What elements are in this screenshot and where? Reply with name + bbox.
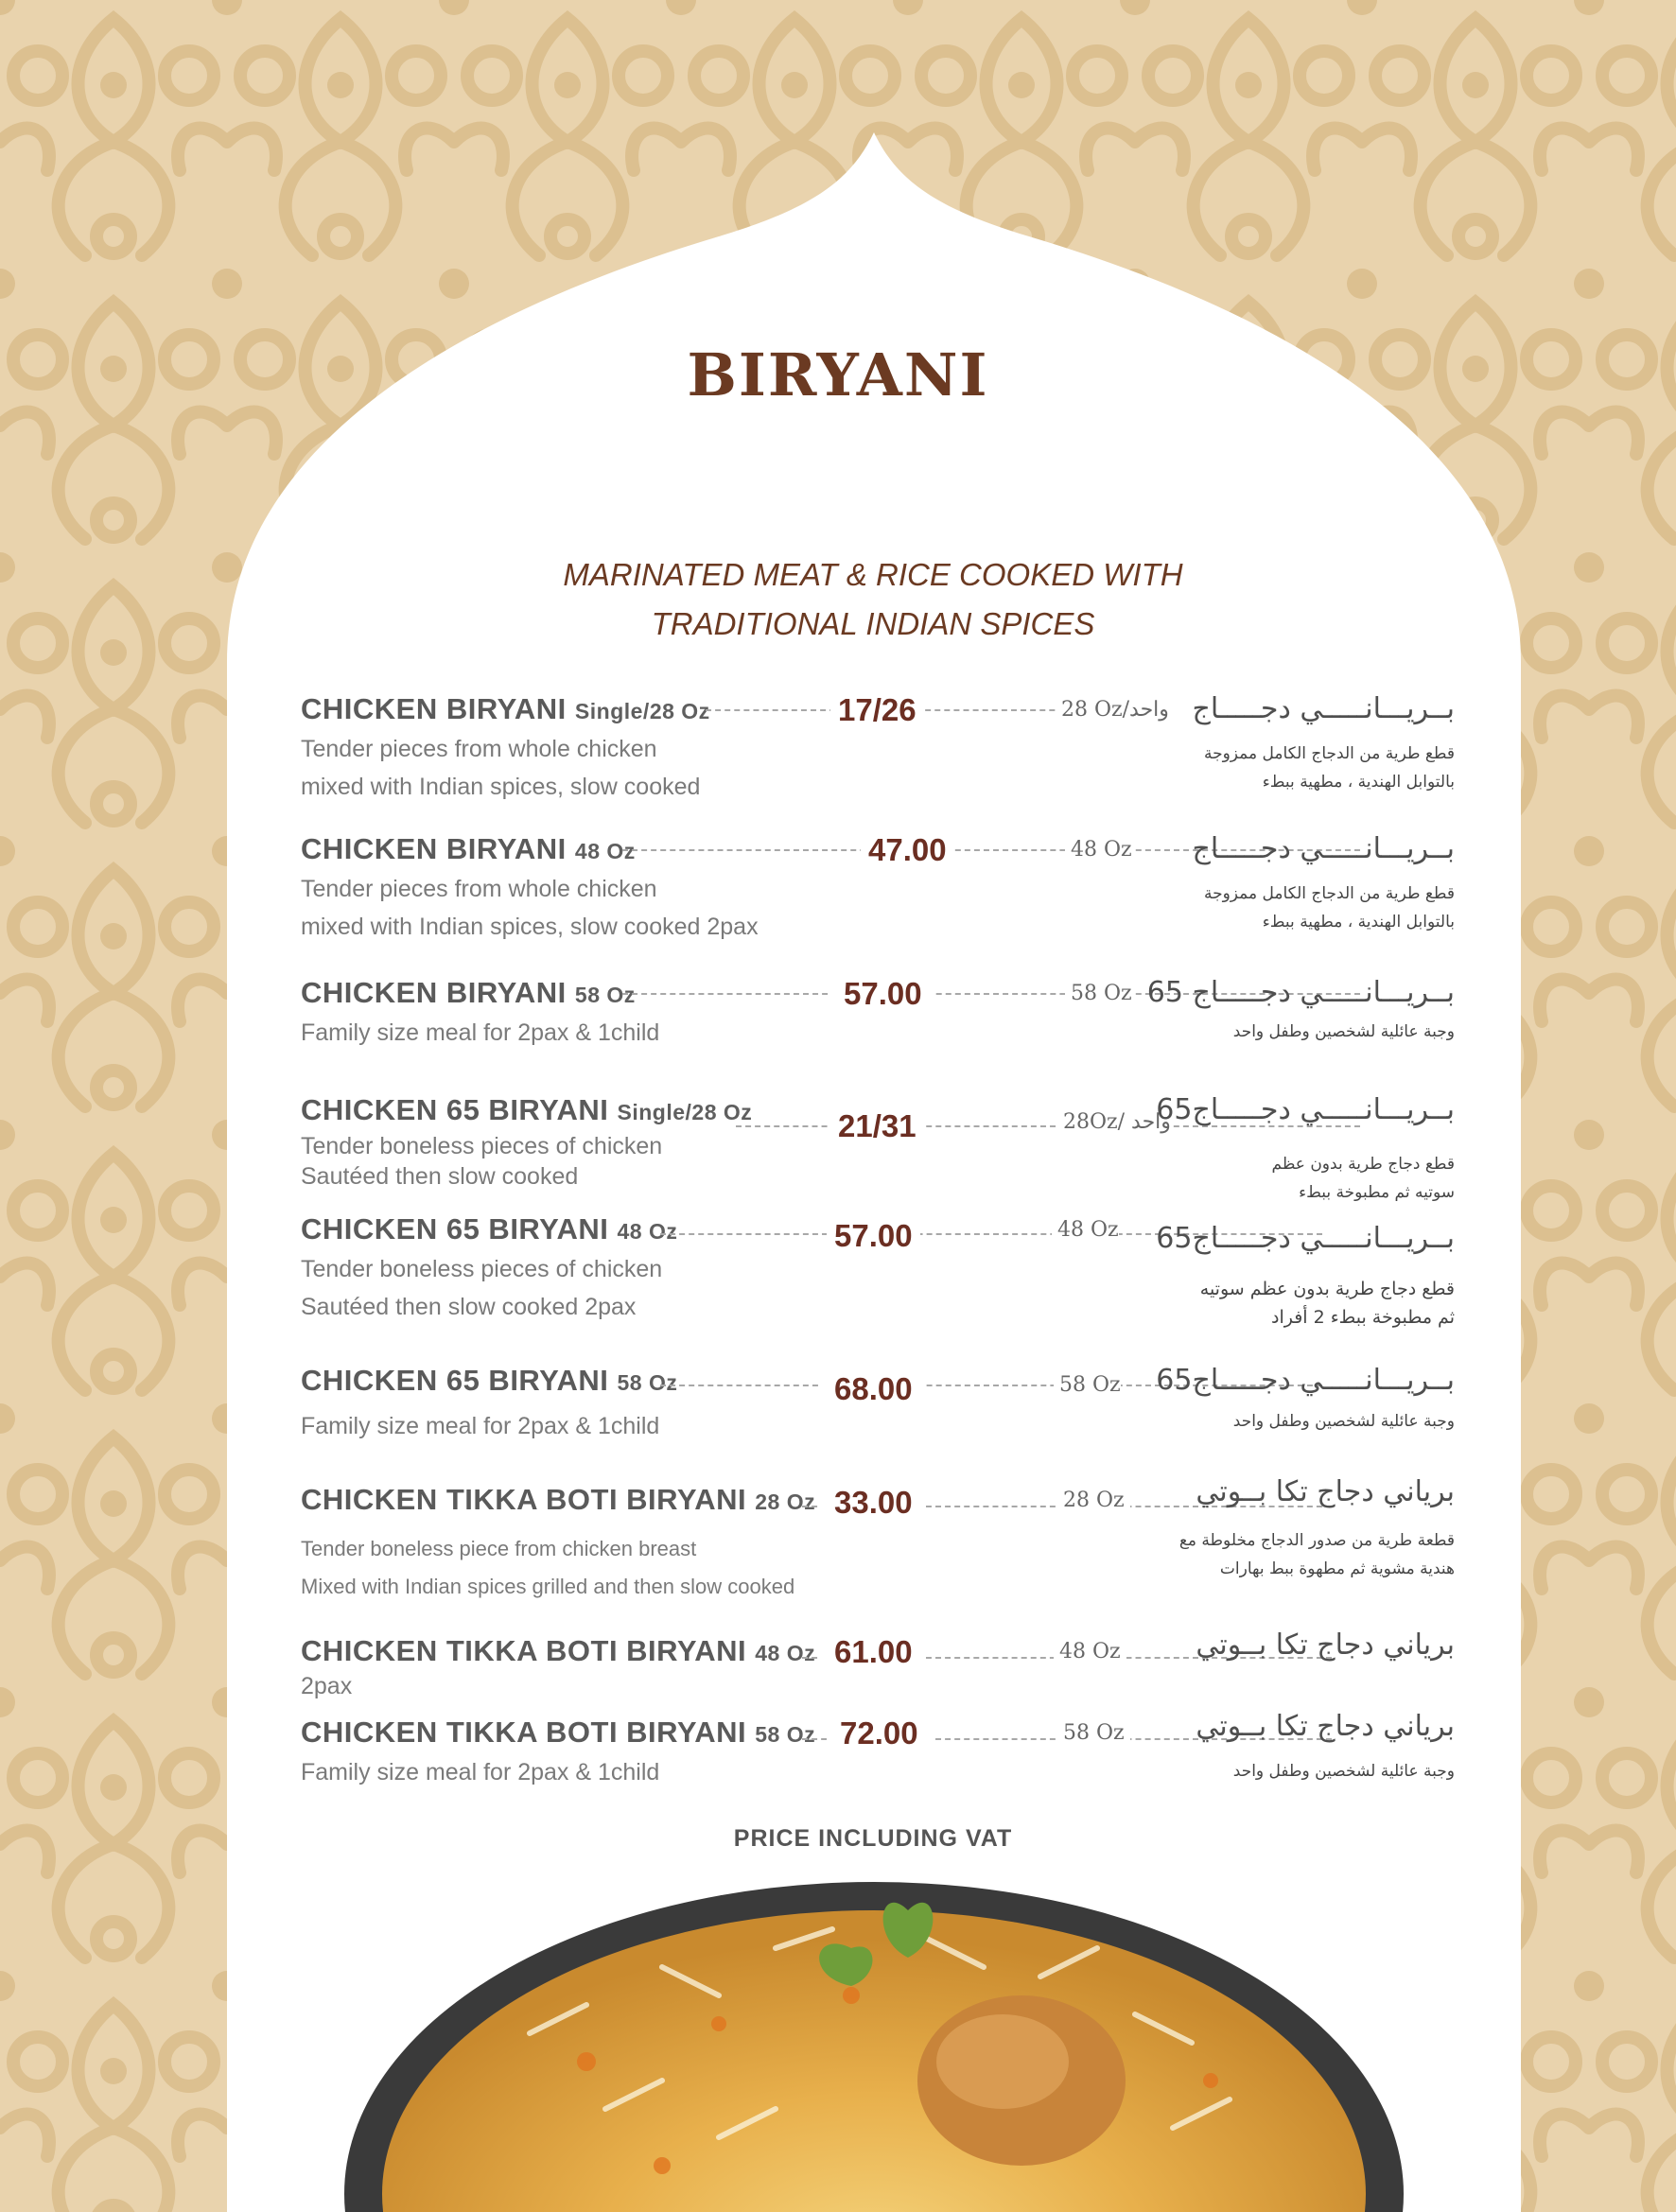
price-vat-note: PRICE INCLUDING VAT [733,1825,1013,1852]
item-desc-2: mixed with Indian spices, slow cooked [301,774,701,800]
item-desc-1: Family size meal for 2pax & 1child [301,1019,660,1046]
item-desc-1: Family size meal for 2pax & 1child [301,1413,660,1439]
menu-item [301,1364,1455,1445]
item-arabic-name: بــريـــانـــــي دجـــــاج65 [1156,1093,1455,1126]
item-arabic-desc: قطع طرية من الدجاج الكامل ممزوجة بالتوابل الهندية ، مطهية ببطء [1203,744,1455,792]
menu-item [301,1475,1455,1606]
item-desc-2: Sautéed then slow cooked [301,1163,579,1190]
item-name: CHICKEN 65 BIRYANI 48 Oz [301,1212,678,1245]
item-price: 57.00 [830,976,935,1012]
item-desc-2: mixed with Indian spices, slow cooked 2pax [301,914,759,940]
item-oz: 58 Oz [1065,982,1132,1005]
menu-item [301,1710,1455,1791]
item-arabic-name: برياني دجاج تكا بــوتي [1196,1629,1455,1662]
menu-subtitle [0,550,1676,649]
item-oz: 48 Oz [1052,1218,1119,1242]
item-name: CHICKEN 65 BIRYANI 58 Oz [301,1364,678,1397]
item-arabic-desc: قطع دجاج طرية بدون عظم سوتيه ثم مطبوخة ببطء 2 أفراد [1199,1279,1455,1328]
item-name: CHICKEN BIRYANI 58 Oz [301,976,636,1009]
item-desc-1: Tender pieces from whole chicken [301,876,657,902]
item-price: 68.00 [821,1371,926,1407]
item-name: CHICKEN 65 BIRYANI Single/28 Oz [301,1093,753,1126]
item-arabic-desc: قطع دجاج طرية بدون عظم سوتيه ثم مطبوخة ببطء [1271,1155,1455,1202]
item-desc-1: 2pax [301,1673,353,1699]
item-arabic-name: بــريـــانـــــي دجـــــاج [1192,832,1455,865]
item-arabic-desc: وجبة عائلية لشخصين وطفل واحد [1232,1762,1455,1781]
item-name: CHICKEN BIRYANI 48 Oz [301,832,636,865]
item-arabic-name: برياني دجاج تكا بــوتي [1196,1710,1455,1743]
item-arabic-name: بــريـــانـــــي دجـــــاج65 [1156,1222,1455,1255]
item-arabic-name: برياني دجاج تكا بــوتي [1196,1475,1455,1508]
item-name: CHICKEN TIKKA BOTI BIRYANI 58 Oz [301,1716,816,1749]
item-oz: 48 Oz [1065,838,1132,862]
item-oz: 28Oz/ واحد [1059,1110,1171,1134]
item-oz: 28 Oz [1057,1489,1130,1512]
item-price: 72.00 [827,1716,932,1751]
item-desc-1: Tender boneless piece from chicken breast [301,1537,697,1560]
item-name: CHICKEN BIRYANI Single/28 Oz [301,692,710,725]
item-arabic-name: بــريـــانـــــي دجـــــاج65 [1156,1364,1455,1397]
item-price: 47.00 [861,832,954,868]
item-price: 17/26 [830,692,924,728]
item-desc-1: Tender pieces from whole chicken [301,736,657,762]
item-desc-1: Tender boneless pieces of chicken [301,1133,663,1159]
item-arabic-desc: وجبة عائلية لشخصين وطفل واحد [1232,1022,1455,1041]
menu-item [301,976,1455,1052]
item-arabic-desc: قطع طرية من الدجاج الكامل ممزوجة بالتوابل الهندية ، مطهية ببطء [1203,884,1455,932]
menu-item [301,832,1455,946]
subtitle-line-1: MARINATED MEAT & RICE COOKED WITH [563,557,1183,592]
menu-title: BIRYANI [687,340,989,409]
menu-item [301,1212,1455,1326]
item-price: 21/31 [830,1108,924,1144]
item-oz: 48 Oz [1054,1640,1126,1663]
item-oz: 58 Oz [1054,1373,1121,1397]
subtitle-line-2: TRADITIONAL INDIAN SPICES [651,606,1095,641]
item-desc-1: Tender boneless pieces of chicken [301,1256,663,1282]
item-arabic-name: بــريـــانـــــي دجـــــاج [1192,692,1455,725]
menu-item [301,1629,1455,1700]
item-price: 61.00 [821,1634,926,1670]
menu-item [301,1093,1455,1202]
item-arabic-name: بــريـــانـــــي دجـــــاج 65 [1146,976,1455,1009]
item-desc-2: Sautéed then slow cooked 2pax [301,1294,637,1320]
item-arabic-desc: وجبة عائلية لشخصين وطفل واحد [1232,1412,1455,1431]
item-name: CHICKEN TIKKA BOTI BIRYANI 48 Oz [301,1634,816,1667]
item-arabic-desc: قطعة طرية من صدور الدجاج مخلوطة مع هندية مشوية ثم مطهوة ببط بهارات [1178,1531,1455,1578]
item-price: 33.00 [821,1485,926,1521]
item-oz: 28 Oz/واحد [1056,698,1169,722]
item-desc-2: Mixed with Indian spices grilled and then slow cooked [301,1575,795,1598]
item-name: CHICKEN TIKKA BOTI BIRYANI 28 Oz [301,1483,816,1516]
item-oz: 58 Oz [1057,1721,1130,1745]
item-desc-1: Family size meal for 2pax & 1child [301,1759,660,1785]
menu-item [301,692,1455,806]
item-price: 57.00 [827,1218,920,1254]
